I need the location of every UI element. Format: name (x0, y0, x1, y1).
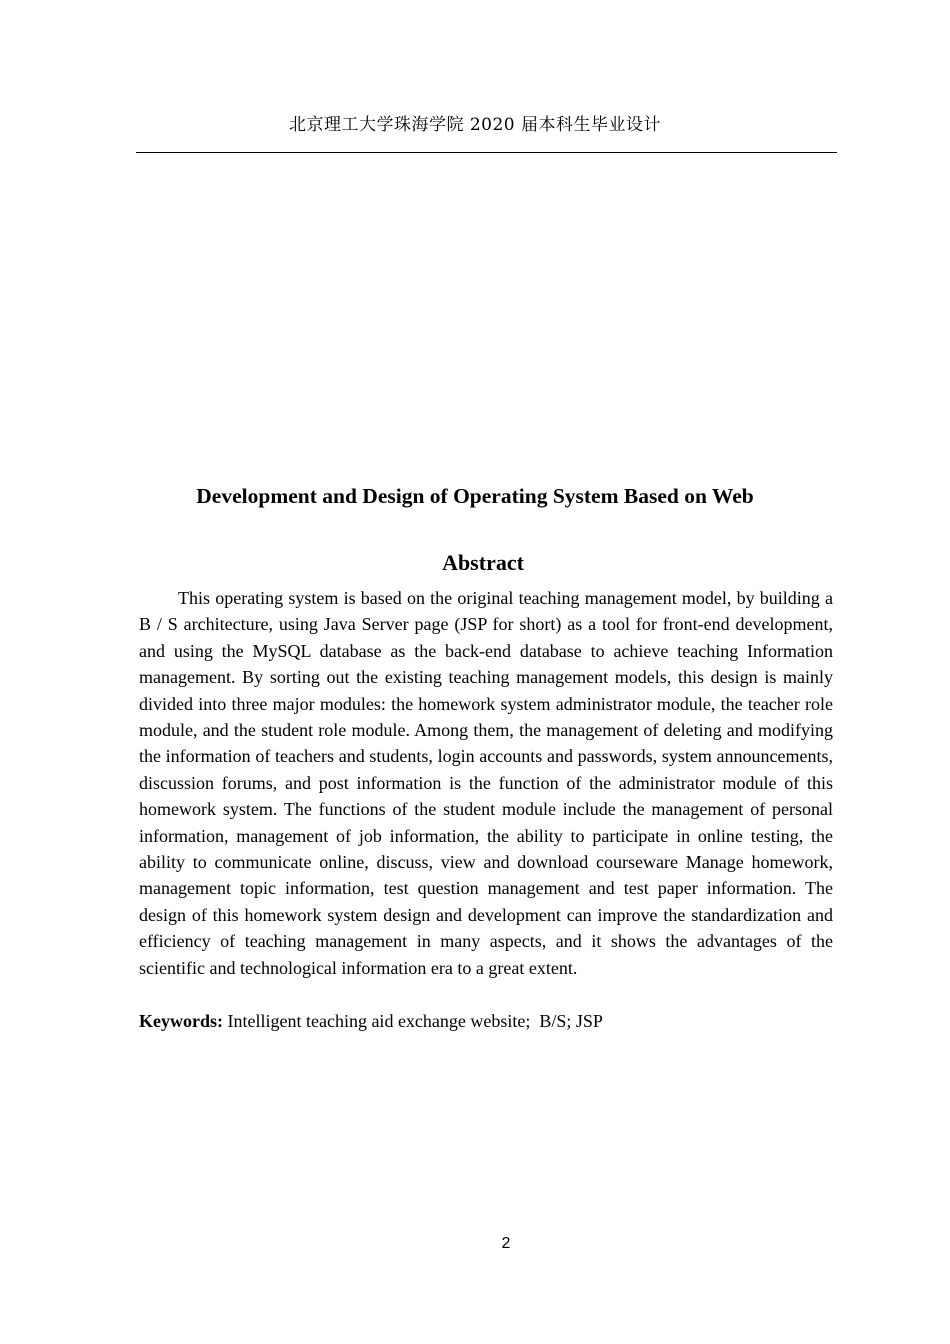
page-number: 2 (501, 1235, 511, 1252)
running-header: 北京理工大学珠海学院 2020 届本科生毕业设计 (288, 115, 662, 135)
header-rule (136, 152, 837, 153)
paper-title: Development and Design of Operating System Based on Web (196, 484, 754, 508)
keywords-line (139, 1008, 833, 1034)
abstract-heading: Abstract (442, 550, 524, 575)
abstract-body: This operating system is based on the original teaching management model, by building a B / S architecture, using Java Server page (JSP for short) as a tool for front-end development, and using the MySQL database as the back-end database to achieve teaching Information management. By sorting out the existing teaching management models, this design is mainly divided into three major modules: the homework system administrator module, the teacher role module, and the student role module. Among them, the management of deleting and modifying the information of teachers and students, login accounts and passwords, system announcements, discussion forums, and post information is the function of the administrator module of this homework system. The functions of the student module include the management of personal information, management of job information, the ability to participate in online testing, the ability to communicate online, discuss, view and download courseware Manage homework, management topic information, test question management and test paper information. The design of this homework system design and development can improve the standardization and efficiency of teaching management in many aspects, and it shows the advantages of the scientific and technological information era to a great extent. (139, 588, 833, 978)
keywords-value: Intelligent teaching aid exchange website; B/S; JSP (223, 1011, 603, 1031)
keywords-label: Keywords: (139, 1011, 223, 1031)
